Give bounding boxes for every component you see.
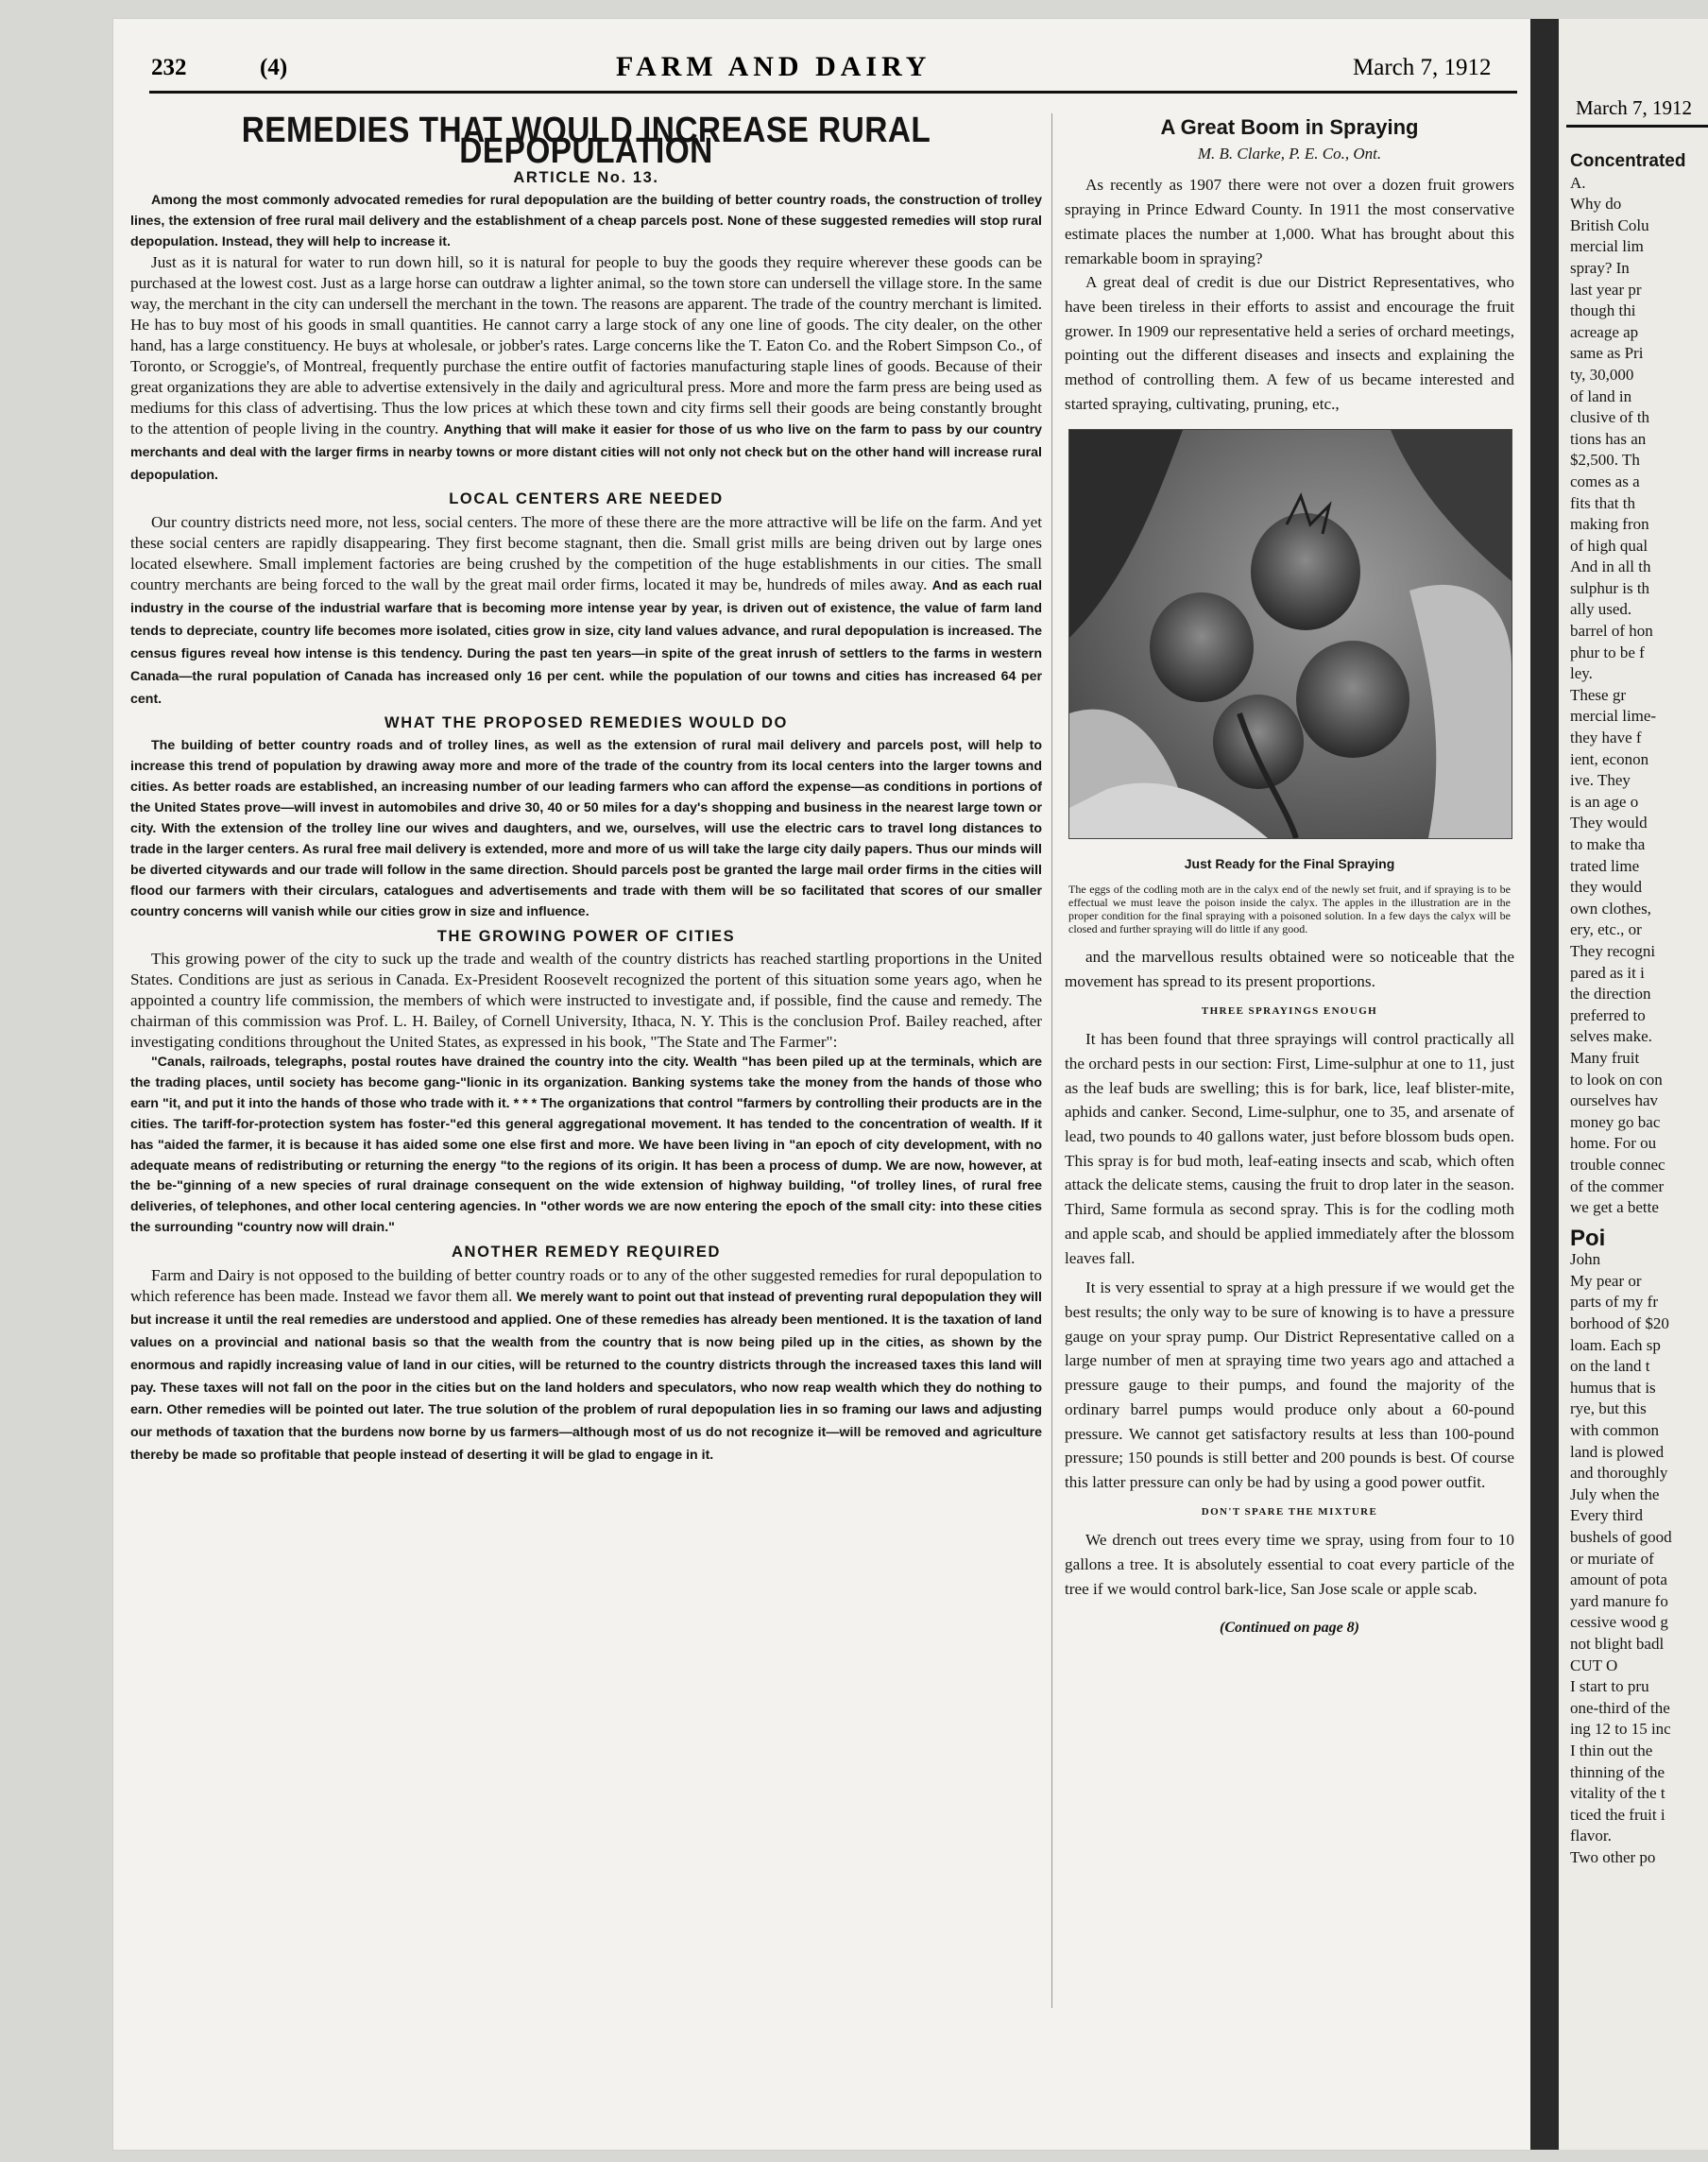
paragraph bbox=[130, 512, 1042, 710]
next-page-line: mercial lim bbox=[1570, 237, 1644, 256]
next-page-text bbox=[1570, 151, 1708, 1869]
next-page-line: yard manure fo bbox=[1570, 1591, 1668, 1610]
next-page-line: ery, etc., or bbox=[1570, 920, 1642, 939]
next-page-line: one-third of the bbox=[1570, 1698, 1670, 1717]
next-page-line: And in all th bbox=[1570, 558, 1651, 576]
next-page-line: making fron bbox=[1570, 515, 1649, 534]
section-heading: DON'T SPARE THE MIXTURE bbox=[1201, 1505, 1378, 1518]
next-page-line: bushels of good bbox=[1570, 1528, 1672, 1546]
next-page-line: ient, econon bbox=[1570, 749, 1649, 768]
next-page-line: spray? In bbox=[1570, 258, 1630, 277]
next-page-line: These gr bbox=[1570, 685, 1627, 704]
paragraph-emphasis: Anything that will make it easier for those of us who live on the farm to pass by our country merchants and deal with the larger firms in nearby towns or more distant cities will not only not check but on the other hand will increase rural depopulation. bbox=[130, 421, 1043, 483]
paragraph bbox=[130, 252, 1042, 486]
spraying-article-column bbox=[1065, 113, 1514, 1640]
next-page-line: own clothes, bbox=[1570, 899, 1651, 918]
next-page-line: though thi bbox=[1570, 301, 1636, 320]
next-page-line: Poi bbox=[1570, 1225, 1606, 1251]
paragraph-text: Farm and Dairy is not opposed to the building of better country roads or to any of the other suggested remedies for rural depopulation to which reference has been made. Instead we favor them all. bbox=[130, 1266, 1042, 1305]
next-page-line: parts of my fr bbox=[1570, 1293, 1659, 1312]
next-page-line: thinning of the bbox=[1570, 1762, 1665, 1781]
next-page-line: amount of pota bbox=[1570, 1570, 1667, 1589]
next-page-line: on the land t bbox=[1570, 1357, 1650, 1376]
bailey-quote: "Canals, railroads, telegraphs, postal routes have drained the country into the city. Wealth "has been piled up at the terminals, which are the trading places, until society has become gang-"lionic in its organization. Banking systems take the money from the hands of those who earn "it, and put it into the hands of those who trade with it. * * * The organizations that control "farmers by controlling their products are in the cities. The tariff-for-protection system has foster-"ed this general aggregational movement. It has tended to the concentration of wealth. If it has "aided the farmer, it is because it has aided some one else first and more. We have been living in "an epoch of city development, with no adequate means of redistributing or returning the energy "to the regions of its origin. It has been a process of dump. We are now, however, at the be-"ginning of a new species of rural drainage consequent on the wide extension of highway building, "of trolley lines, of rural free deliveries, of telephones, and other local centering agencies. In "other words we are now entering the epoch of the small city: into these cities the surrounding "country now will drain." bbox=[130, 1054, 1042, 1236]
article-intro: Among the most commonly advocated remedies for rural depopulation are the building of better country roads, the construction of trolley lines, the extension of free rural mail delivery and the establishment of a cheap parcels post. None of these suggested remedies will stop rural depopulation. Instead, they will help to increase it. bbox=[130, 192, 1042, 249]
article-title: REMEDIES THAT WOULD INCREASE RURAL DEPOPULATION bbox=[241, 111, 931, 171]
next-page-line: not blight badl bbox=[1570, 1634, 1665, 1653]
next-page-line: trouble connec bbox=[1570, 1155, 1665, 1174]
next-page-line: preferred to bbox=[1570, 1005, 1646, 1024]
page-number: 232 bbox=[151, 55, 187, 80]
header-rule bbox=[149, 91, 1517, 94]
next-page-line: phur to be f bbox=[1570, 643, 1645, 661]
next-page-line: barrel of hon bbox=[1570, 622, 1653, 641]
next-page-line: ticed the fruit i bbox=[1570, 1805, 1665, 1824]
next-page-line: John bbox=[1570, 1250, 1601, 1269]
paragraph: and the marvellous results obtained were so noticeable that the movement has spread to its present proportions. bbox=[1065, 948, 1514, 990]
next-page-line: trated lime bbox=[1570, 856, 1640, 875]
next-page-line: mercial lime- bbox=[1570, 707, 1657, 726]
next-page-line: with common bbox=[1570, 1421, 1659, 1440]
next-page-line: humus that is bbox=[1570, 1378, 1656, 1397]
column-rule bbox=[1051, 113, 1052, 2008]
next-page-line: rye, but this bbox=[1570, 1399, 1647, 1418]
next-page-line: money go bac bbox=[1570, 1112, 1661, 1131]
next-page-line: same as Pri bbox=[1570, 344, 1644, 363]
paragraph: A great deal of credit is due our District Representatives, who have been tireless in their efforts to assist and encourage the fruit grower. In 1909 our representative held a series of orchard meetings, pointing out the different diseases and insects and explaining the method of controlling them. A few of us became interested and started spraying, cultivating, pruning, etc., bbox=[1065, 273, 1514, 413]
paragraph-emphasis: We merely want to point out that instead of preventing rural depopulation they will but increase it until the real remedies are understood and applied. One of these remedies has already been mentioned. It is the taxation of land values on a provincial and national basis so that the wealth from the country that is now being piled up in the cities, as shown by the enormous and rapidly increasing value of land in our cities, will be returned to the country districts through the increased taxes this land will pay. These taxes will not fall on the poor in the cities but on the land holders and speculators, who now reap wealth which they do nothing to earn. Other remedies will be pointed out later. The true solution of the problem of rural depopulation lies in so framing our laws and adjusting our methods of taxation that the burdens now borne by us farmers—although most of us do not recognize it—will be removed and agriculture thereby be made so profitable that people instead of deserting it will be glad to engage in it. bbox=[130, 1289, 1042, 1464]
paragraph: We drench out trees every time we spray, using from four to 10 gallons a tree. It is absolutely essential to coat every particle of the tree if we would control bark-lice, San Jose scale or apple scab. bbox=[1065, 1531, 1514, 1598]
next-page-line: They would bbox=[1570, 814, 1648, 832]
next-page-line: Many fruit bbox=[1570, 1048, 1640, 1067]
next-page-line: of high qual bbox=[1570, 536, 1648, 555]
next-page-line: A. bbox=[1570, 173, 1586, 192]
section-heading: THREE SPRAYINGS ENOUGH bbox=[1201, 1004, 1378, 1017]
apple-blossom-photo bbox=[1068, 429, 1512, 839]
next-page-line: British Colu bbox=[1570, 215, 1649, 234]
paragraph: It is very essential to spray at a high pressure if we would get the best results; the only way to be sure of knowing is to have a pressure gauge on your spray pump. Our District Representative called on a large number of men at spraying time two years ago and attached a pressure gauge to their pumps, and found the majority of the ordinary barrel pumps would produce only about a 60-pound pressure. We cannot get satisfactory results at less than 100-pound pressure; 150 pounds is still better and 200 pounds is best. Of course this latter pressure can only be had by using a good power outfit. bbox=[1065, 1278, 1514, 1491]
next-page-line: tions has an bbox=[1570, 429, 1647, 448]
next-page-line: I thin out the bbox=[1570, 1741, 1653, 1759]
next-page-line: sulphur is th bbox=[1570, 578, 1650, 597]
sidebar-title: A Great Boom in Spraying bbox=[1160, 115, 1419, 139]
paragraph-text: Just as it is natural for water to run down hill, so it is natural for people to buy the goods they require wherever these goods can be purchased at the lowest cost. Just as a large horse can outdraw a lighter animal, so the town store can undersell the village store. In the same way, the merchant in the city can undersell the merchant in the town. The reasons are apparent. The trade of the country merchant is limited. He has to buy most of his goods in small quantities. He cannot carry a large stock of any one line of goods. The city dealer, on the other hand, has a large constituency. He buys at wholesale, or jobber's rates. Large concerns like the T. Eaton Co. and the Robert Simpson Co., of Toronto, or Scroggie's, of Montreal, frequently purchase the entire outfit of factories manufacturing staple lines of goods. Because of their great organizations they are able to advertise extensively in the daily and agricultural press. More and more the farm press are being used as mediums for this class of advertising. Thus the low prices at which these town and city firms sell their goods are being constantly brought to the attention of people living in the country. bbox=[130, 253, 1042, 438]
next-page-line: My pear or bbox=[1570, 1271, 1642, 1290]
next-page-line: $2,500. Th bbox=[1570, 451, 1640, 470]
next-page-line: they would bbox=[1570, 878, 1643, 897]
next-page-line: to look on con bbox=[1570, 1070, 1663, 1089]
next-page-line: last year pr bbox=[1570, 280, 1642, 299]
next-page-line: the direction bbox=[1570, 985, 1651, 1004]
next-page-line: land is plowed bbox=[1570, 1442, 1665, 1461]
paragraph: This growing power of the city to suck up the trade and wealth of the country districts has reached startling proportions in the United States. Conditions are just as serious in Canada. Ex-President Roosevelt recognized the portent of this situation some years ago, when he appointed a country life commission, the members of which were instructed to investigate and, if possible, find the cause and remedy. The chairman of this commission was Prof. L. H. Bailey, of Cornell University, Ithaca, N. Y. This is the conclusion Prof. Bailey reached, after investigating conditions throughout the United States, as expressed in his book, "The State and The Farmer": bbox=[130, 950, 1042, 1052]
next-page-line: ally used. bbox=[1570, 600, 1632, 619]
next-page-line: loam. Each sp bbox=[1570, 1335, 1661, 1354]
photo-caption: The eggs of the codling moth are in the calyx end of the newly set fruit, and if spraying is to be effectual we must leave the poison inside the calyx. The apples in the illustration are in the proper condition for the final spraying with a poisoned solution. In a few days the calyx will be closed and further spraying will do little if any good. bbox=[1068, 883, 1511, 936]
next-page-line: and thoroughly bbox=[1570, 1464, 1668, 1483]
next-page-line: pared as it i bbox=[1570, 963, 1645, 982]
next-page-line: They recogni bbox=[1570, 941, 1656, 960]
page-gutter bbox=[1530, 19, 1559, 2150]
paragraph-text: Our country districts need more, not less, social centers. The more of these there are the more attractive will be life on the farm. And yet these social centers are rapidly disappearing. They first become stagnant, then die. Small grist mills are being driven out by large ones located elsewhere. Small implement factories are being crushed by the competition of the huge establishments in our cities. The small country merchants are being forced to the wall by the great mail order firms, located it may be, hundreds of miles away. bbox=[130, 513, 1042, 594]
next-page-line: to make tha bbox=[1570, 835, 1646, 853]
next-page-line: vitality of the t bbox=[1570, 1784, 1665, 1803]
next-page-line: ive. They bbox=[1570, 771, 1631, 790]
next-page-line: comes as a bbox=[1570, 472, 1640, 490]
next-page-line: Concentrated bbox=[1570, 151, 1686, 171]
next-page-line: Why do bbox=[1570, 195, 1622, 214]
paragraph bbox=[130, 1265, 1042, 1467]
next-page-line: selves make. bbox=[1570, 1027, 1652, 1046]
next-page-line: I start to pru bbox=[1570, 1677, 1649, 1696]
next-page-line: acreage ap bbox=[1570, 322, 1639, 341]
next-page-line: fits that th bbox=[1570, 493, 1635, 512]
paragraph: The building of better country roads and of trolley lines, as well as the extension of rural mail delivery and parcels post, will help to increase this trend of population by drawing away more and more of the trade of the country from its local centers into the larger towns and cities. As better roads are established, an increasing number of our leading farmers who can afford the expense—as conditions in portions of the United States prove—will invest in automobiles and drive 30, 40 or 50 miles for a day's shopping and business in the nearest large town or city. With the extension of the trolley line our wives and daughters, and we, ourselves, will use the electric cars to travel long distances to trade in the larger centers. As rural free mail delivery is extended, more and more of us will take the large city daily papers. Thus our minds will be diverted citywards and our trade will follow in the same direction. Should parcels post be granted the large mail order firms in the cities will flood our farmers with their circulars, catalogues and advertisements and trade with them will be so facilitated that scores of our smaller country concerns will vanish while our cities grow in size and influence. bbox=[130, 738, 1042, 919]
next-page-line: ing 12 to 15 inc bbox=[1570, 1720, 1671, 1739]
next-page-line: borhood of $20 bbox=[1570, 1314, 1669, 1333]
paragraph-emphasis: And as each rual industry in the course of the industrial warfare that is becoming more intense year by year, is driven out of existence, the value of farm land tends to depreciate, country life becomes more isolated, cities grow in size, city land values advance, and rural depopulation is increased. The census figures reveal how intense is this tendency. During the past ten years—in spite of the great inrush of settlers to the farms in western Canada—the rural population of Canada has increased only 16 per cent. while the population of our towns and cities has increased 64 per cent. bbox=[130, 578, 1043, 707]
next-page-line: Two other po bbox=[1570, 1847, 1656, 1866]
next-page-line: clusive of th bbox=[1570, 408, 1650, 427]
section-heading: THE GROWING POWER OF CITIES bbox=[436, 927, 736, 945]
next-page-header-rule bbox=[1566, 125, 1708, 128]
next-page-line: we get a bette bbox=[1570, 1198, 1659, 1217]
next-page-line: ourselves hav bbox=[1570, 1091, 1659, 1110]
section-heading: ANOTHER REMEDY REQUIRED bbox=[452, 1244, 721, 1261]
next-page-line: ley. bbox=[1570, 664, 1593, 683]
next-page-line: CUT O bbox=[1570, 1656, 1618, 1674]
next-page-strip bbox=[1559, 19, 1708, 2150]
paragraph: It has been found that three sprayings will control practically all the orchard pests in our section: First, Lime-sulphur at one to 11, just as the leaf buds are swelling; this is for bark, lice, leaf blister-mite, aphids and canker. Second, Lime-sulphur, one to 35, and arsenate of lead, two pounds to 40 gallons water, just before blossom buds open. This spray is for bud moth, leaf-eating insects and scab, which often attack the delicate stems, causing the fruit to drop later in the season. Third, Same formula as second spray. This is for the codling moth and apple scab, and should be applied immediately after the blossom leaves fall. bbox=[1065, 1030, 1514, 1267]
next-page-header: March 7, 1912 bbox=[1576, 96, 1693, 119]
editorial-column bbox=[130, 113, 1042, 1467]
section-heading: LOCAL CENTERS ARE NEEDED bbox=[449, 490, 724, 508]
article-number: ARTICLE No. 13. bbox=[513, 168, 659, 186]
photo-caption-title: Just Ready for the Final Spraying bbox=[1184, 856, 1395, 872]
next-page-line: cessive wood g bbox=[1570, 1613, 1668, 1632]
next-page-line: July when the bbox=[1570, 1484, 1660, 1503]
issue-date: March 7, 1912 bbox=[1353, 55, 1492, 80]
section-heading: WHAT THE PROPOSED REMEDIES WOULD DO bbox=[384, 714, 788, 732]
paragraph: As recently as 1907 there were not over a dozen fruit growers spraying in Prince Edward County. In 1911 the most conservative estimate places the number at 1,000. What has brought about this remarkable boom in spraying? bbox=[1065, 176, 1514, 267]
next-page-line: is an age o bbox=[1570, 792, 1639, 811]
publication-title: FARM AND DAIRY bbox=[616, 51, 931, 82]
section-number: (4) bbox=[260, 55, 288, 80]
next-page-line: home. For ou bbox=[1570, 1134, 1657, 1153]
next-page-line: Every third bbox=[1570, 1506, 1643, 1525]
next-page-line: of the commer bbox=[1570, 1176, 1665, 1195]
photo-image bbox=[1069, 430, 1512, 838]
next-page-line: they have f bbox=[1570, 729, 1642, 747]
continued-note: (Continued on page 8) bbox=[1219, 1620, 1359, 1637]
next-page-line: flavor. bbox=[1570, 1827, 1612, 1845]
next-page-line: of land in bbox=[1570, 386, 1632, 405]
sidebar-byline: M. B. Clarke, P. E. Co., Ont. bbox=[1197, 144, 1382, 163]
next-page-line: ty, 30,000 bbox=[1570, 365, 1634, 384]
next-page-line: or muriate of bbox=[1570, 1549, 1654, 1568]
